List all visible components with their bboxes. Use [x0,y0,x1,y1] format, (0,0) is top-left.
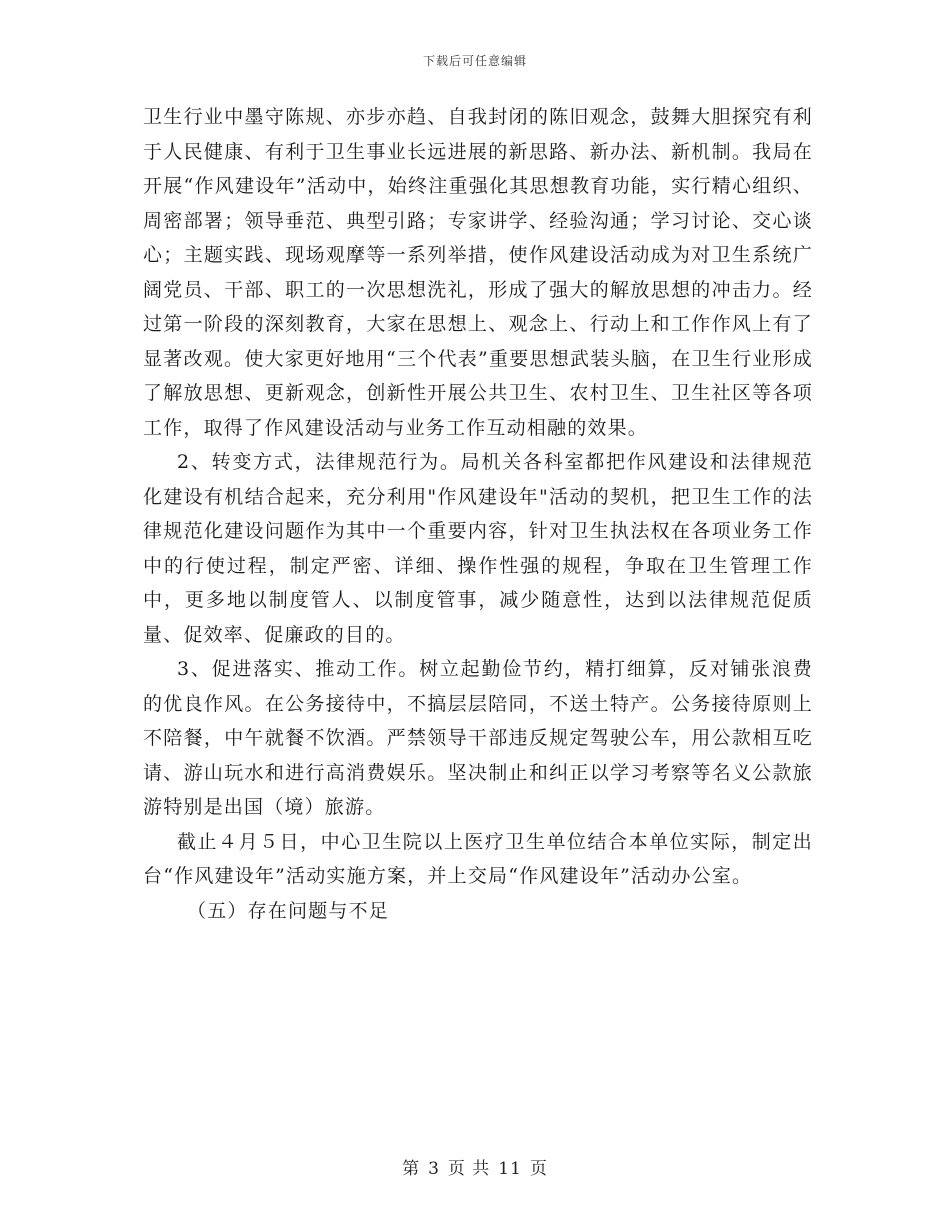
footer-middle: 页 共 [447,1159,491,1179]
paragraph-item-2: 2、转变方式，法律规范行为。局机关各科室都把作风建设和法律规范化建设有机结合起来，充分利用"作风建设年"活动的契机，把卫生工作的法律规范化建设问题作为其中一个重要内容，针对卫生执法权在各项业务工作中的行使过程，制定严密、详细、操作性强的规程，争取在卫生管理工作中，更多地以制度管人、以制度管事，减少随意性，达到以法律规范促质量、促效率、促廉政的目的。 [143,451,813,646]
header-note: 下载后可任意编辑 [422,54,527,68]
section-heading: （五）存在问题与不足 [187,899,390,922]
document-body [143,100,813,928]
paragraph-item-3: 3、促进落实、推动工作。树立起勤俭节约，精打细算，反对铺张浪费的优良作风。在公务接待中，不搞层层陪同，不送土特产。公务接待原则上不陪餐，中午就餐不饮酒。严禁领导干部违反规定驾驶公车，用公款相互吃请、游山玩水和进行高消费娱乐。坚决制止和纠正以学习考察等名义公款旅游特别是出国（境）旅游。 [143,658,813,818]
paragraph-deadline: 截止４月５日，中心卫生院以上医疗卫生单位结合本单位实际，制定出台“作风建设年”活动实施方案，并上交局“作风建设年”活动办公室。 [143,830,813,887]
footer-suffix: 页 [529,1159,548,1179]
paragraph-continued: 卫生行业中墨守陈规、亦步亦趋、自我封闭的陈旧观念，鼓舞大胆探究有利于人民健康、有利于卫生事业长远进展的新思路、新办法、新机制。我局在开展“作风建设年”活动中，始终注重强化其思想教育功能，实行精心组织、周密部署；领导垂范、典型引路；专家讲学、经验沟通；学习讨论、交心谈心；主题实践、现场观摩等一系列举措，使作风建设活动成为对卫生系统广阔党员、干部、职工的一次思想洗礼，形成了强大的解放思想的冲击力。经过第一阶段的深刻教育，大家在思想上、观念上、行动上和工作作风上有了显著改观。使大家更好地用“三个代表”重要思想武装头脑，在卫生行业形成了解放思想、更新观念，创新性开展公共卫生、农村卫生、卫生社区等各项工作，取得了作风建设活动与业务工作互动相融的效果。 [143,106,813,439]
footer-prefix: 第 [402,1159,421,1179]
footer-current-page: 3 [428,1159,440,1179]
page-number-footer [0,1154,950,1179]
footer-total-pages: 11 [498,1159,522,1179]
